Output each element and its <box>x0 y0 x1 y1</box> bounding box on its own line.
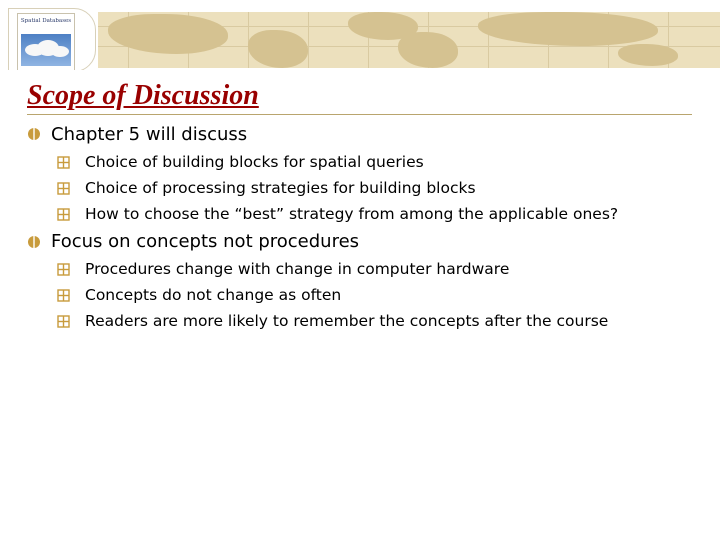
square-cross-bullet-icon <box>57 208 70 221</box>
split-circle-bullet-icon <box>27 235 41 249</box>
square-cross-bullet-icon <box>57 263 70 276</box>
square-cross-bullet-icon <box>57 182 70 195</box>
subitem-building-blocks: Choice of building blocks for spatial queries <box>85 153 424 171</box>
subitem-best-strategy: How to choose the “best” strategy from among the applicable ones? <box>85 205 619 223</box>
split-circle-bullet-icon <box>27 127 41 141</box>
title-divider <box>27 114 692 115</box>
book-logo <box>8 8 96 70</box>
bullet-chapter5: Chapter 5 will discuss <box>51 124 248 145</box>
square-cross-bullet-icon <box>57 156 70 169</box>
bullet-focus-concepts: Focus on concepts not procedures <box>51 231 360 252</box>
book-cover-title: Spatial Databases <box>20 18 72 24</box>
subitem-processing-strategies: Choice of processing strategies for building blocks <box>85 179 476 197</box>
book-cover-image <box>17 13 75 70</box>
subitem-concepts-stable: Concepts do not change as often <box>85 286 342 304</box>
subitem-procedures-change: Procedures change with change in computer hardware <box>85 260 510 278</box>
square-cross-bullet-icon <box>57 289 70 302</box>
header-banner <box>0 0 720 70</box>
subitem-remember-concepts: Readers are more likely to remember the concepts after the course <box>85 312 609 330</box>
world-map-banner <box>98 12 720 68</box>
slide-title: Scope of Discussion <box>27 80 259 111</box>
square-cross-bullet-icon <box>57 315 70 328</box>
